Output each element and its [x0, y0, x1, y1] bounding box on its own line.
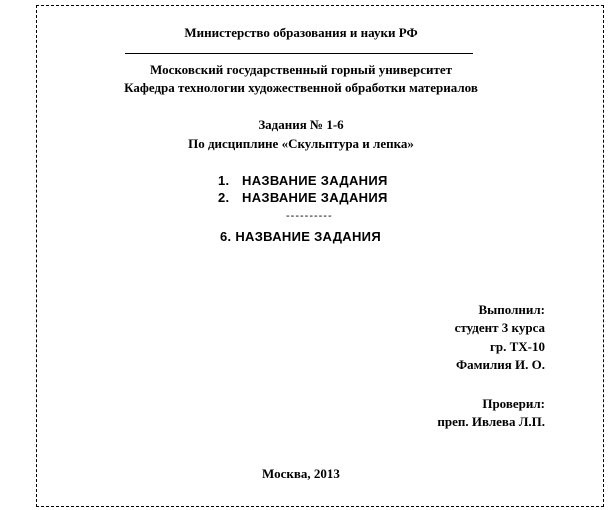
- student-course: студент 3 курса: [454, 320, 545, 335]
- department-heading: Кафедра технологии художественной обработки материалов: [124, 80, 478, 95]
- university-heading: Московский государственный горный университет: [149, 62, 452, 77]
- student-group: гр. ТХ-10: [489, 339, 545, 354]
- task-item-2: [218, 190, 388, 206]
- performed-by-label: Выполнил:: [478, 302, 545, 317]
- tasks-title: Задания № 1-6: [258, 117, 344, 132]
- task-item-label: НАЗВАНИЕ ЗАДАНИЯ: [242, 190, 388, 205]
- ministry-heading: Министерство образования и науки РФ: [184, 25, 418, 40]
- task-list-ellipsis: ----------: [286, 210, 333, 222]
- task-item-number: 1.: [218, 173, 230, 188]
- heading-underline: [125, 53, 473, 54]
- task-item-number: 2.: [218, 190, 230, 205]
- student-name: Фамилия И. О.: [455, 357, 545, 372]
- city-year: Москва, 2013: [262, 466, 340, 481]
- teacher-name: преп. Ивлева Л.П.: [437, 414, 545, 429]
- discipline-title: По дисциплине «Скульптура и лепка»: [188, 136, 414, 151]
- task-item-6: 6. НАЗВАНИЕ ЗАДАНИЯ: [220, 229, 381, 244]
- checked-by-label: Проверил:: [482, 396, 545, 411]
- task-item-label: НАЗВАНИЕ ЗАДАНИЯ: [242, 173, 388, 188]
- task-item-1: [218, 173, 388, 189]
